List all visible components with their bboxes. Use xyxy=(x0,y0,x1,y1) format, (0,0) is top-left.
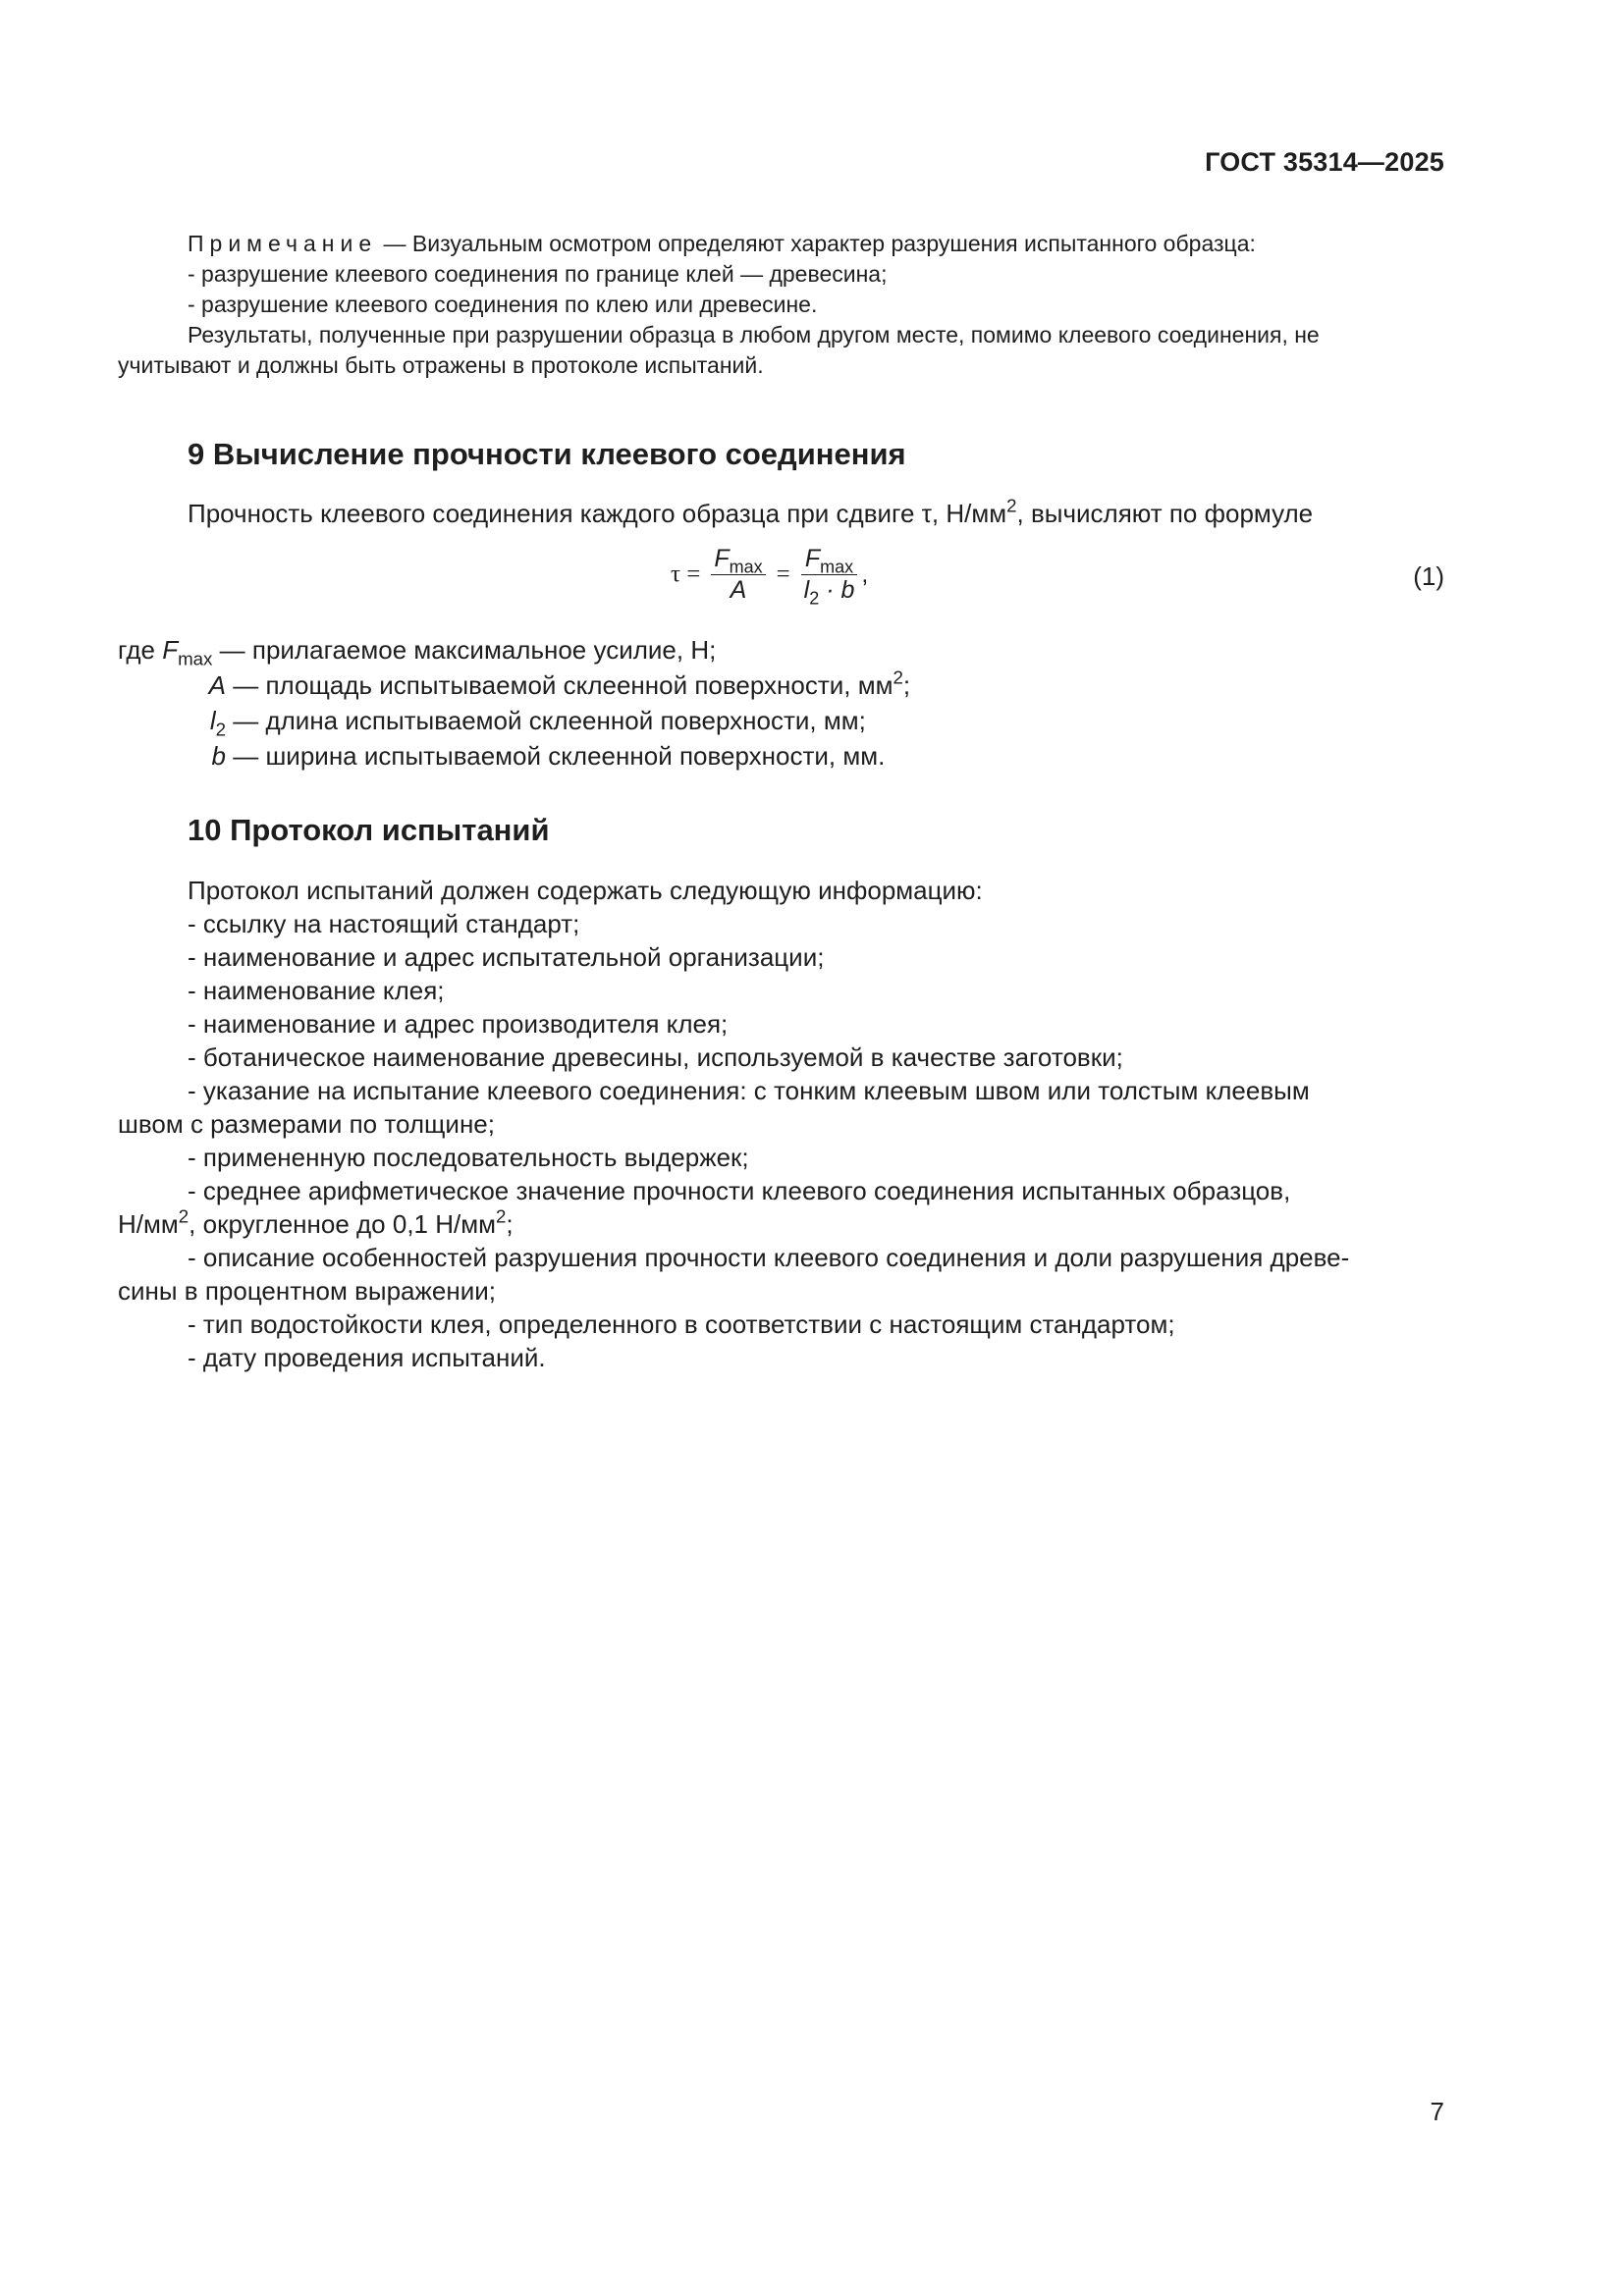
formula-1 xyxy=(671,545,1220,623)
where-symbol-sub: max xyxy=(178,648,213,669)
section-9-intro xyxy=(188,497,1313,530)
formula-f1-den: A xyxy=(730,576,747,604)
note-item: - разрушение клеевого соединения по границе клей — древесина; xyxy=(188,261,888,287)
where-text-sup: 2 xyxy=(893,667,903,688)
where-symbol: F xyxy=(162,635,179,665)
list-item: - наименование и адрес производителя клея; xyxy=(188,1009,729,1039)
note-label: Примечание xyxy=(188,231,378,256)
where-text-tail: ; xyxy=(902,670,911,700)
note-lead-line xyxy=(188,229,1444,259)
formula-f2-den-sub: 2 xyxy=(809,588,820,609)
list-item: - наименование и адрес испытательной организации; xyxy=(188,942,825,972)
formula-f2-den-rest: · b xyxy=(819,576,855,604)
formula-fraction-1 xyxy=(711,545,765,605)
intro-suffix: , вычисляют по формуле xyxy=(1016,499,1314,528)
list-item-line: швом с размерами по толщине; xyxy=(118,1109,495,1139)
formula-f1-num: F xyxy=(714,545,730,572)
note-results-line: Результаты, полученные при разрушении образца в любом другом месте, помимо клеевого соединения, не xyxy=(188,322,1320,347)
where-symbol: l xyxy=(209,706,216,735)
list-item-line: - среднее арифметическое значение прочности клеевого соединения испытанных образцов, xyxy=(188,1176,1291,1205)
formula-f2-den-l: l xyxy=(803,576,810,604)
unit-text: ; xyxy=(506,1209,514,1239)
list-item-line: сины в процентном выражении; xyxy=(118,1276,496,1306)
formula-equals: = xyxy=(776,561,790,588)
list-item: - наименование клея; xyxy=(188,976,445,1005)
section-10-intro: Протокол испытаний должен содержать следующую информацию: xyxy=(188,876,983,905)
where-text: — прилагаемое максимальное усилие, Н; xyxy=(212,635,717,665)
formula-f2-num-sub: max xyxy=(820,557,854,577)
list-item: - ботаническое наименование древесины, используемой в качестве заготовки; xyxy=(188,1042,1123,1072)
page-number: 7 xyxy=(1430,2097,1444,2126)
list-item-line xyxy=(118,1207,1445,1241)
where-prefix: где xyxy=(118,635,155,665)
equation-number: (1) xyxy=(1413,561,1444,591)
note-item: - разрушение клеевого соединения по клею или древесине. xyxy=(188,292,818,317)
intro-text: Прочность клеевого соединения каждого образца при сдвиге τ, Н/мм xyxy=(188,499,1007,528)
where-list xyxy=(118,635,910,776)
list-item-line: - описание особенностей разрушения прочности клеевого соединения и доли разрушения древе- xyxy=(188,1243,1350,1272)
where-row xyxy=(118,635,910,670)
where-text: — площадь испытываемой склеенной поверхности, мм xyxy=(226,670,893,700)
formula-f1-num-sub: max xyxy=(729,557,763,577)
where-symbol-sub: 2 xyxy=(215,719,226,740)
where-text: — длина испытываемой склеенной поверхности, мм; xyxy=(226,706,866,735)
list-item: - дату проведения испытаний. xyxy=(188,1343,546,1372)
unit-sup: 2 xyxy=(495,1205,507,1227)
where-symbol: A xyxy=(208,670,226,700)
note-block xyxy=(188,229,1444,350)
note-lead: — Визуальным осмотром определяют характер разрушения испытанного образца: xyxy=(377,231,1256,256)
unit-text: Н/мм xyxy=(118,1209,179,1239)
list-item-line: - указание на испытание клеевого соединения: с тонким клеевым швом или толстым клеевым xyxy=(188,1076,1310,1105)
list-item: - примененную последовательность выдержек; xyxy=(188,1143,749,1172)
where-row xyxy=(118,706,910,741)
section-9-heading: 9 Вычисление прочности клеевого соединения xyxy=(188,437,906,471)
section-10-body xyxy=(118,874,1445,1374)
formula-trailing-comma: , xyxy=(861,561,869,588)
where-text: — ширина испытываемой склеенной поверхности, мм. xyxy=(226,741,886,771)
where-row xyxy=(118,741,910,776)
intro-sup: 2 xyxy=(1006,495,1017,516)
unit-sup: 2 xyxy=(178,1205,189,1227)
document-standard-code: ГОСТ 35314—2025 xyxy=(1205,147,1444,177)
note-results-line: учитывают и должны быть отражены в протоколе испытаний. xyxy=(118,352,764,378)
formula-lhs: τ = xyxy=(671,561,701,588)
where-row xyxy=(118,667,911,706)
list-item: - тип водостойкости клея, определенного в соответствии с настоящим стандартом; xyxy=(188,1309,1175,1339)
where-symbol: b xyxy=(211,741,226,771)
formula-fraction-2 xyxy=(801,545,858,609)
list-item: - ссылку на настоящий стандарт; xyxy=(188,909,580,938)
section-10-heading: 10 Протокол испытаний xyxy=(188,813,550,847)
formula-f2-num: F xyxy=(804,545,821,572)
unit-text: , округленное до 0,1 Н/мм xyxy=(189,1209,496,1239)
